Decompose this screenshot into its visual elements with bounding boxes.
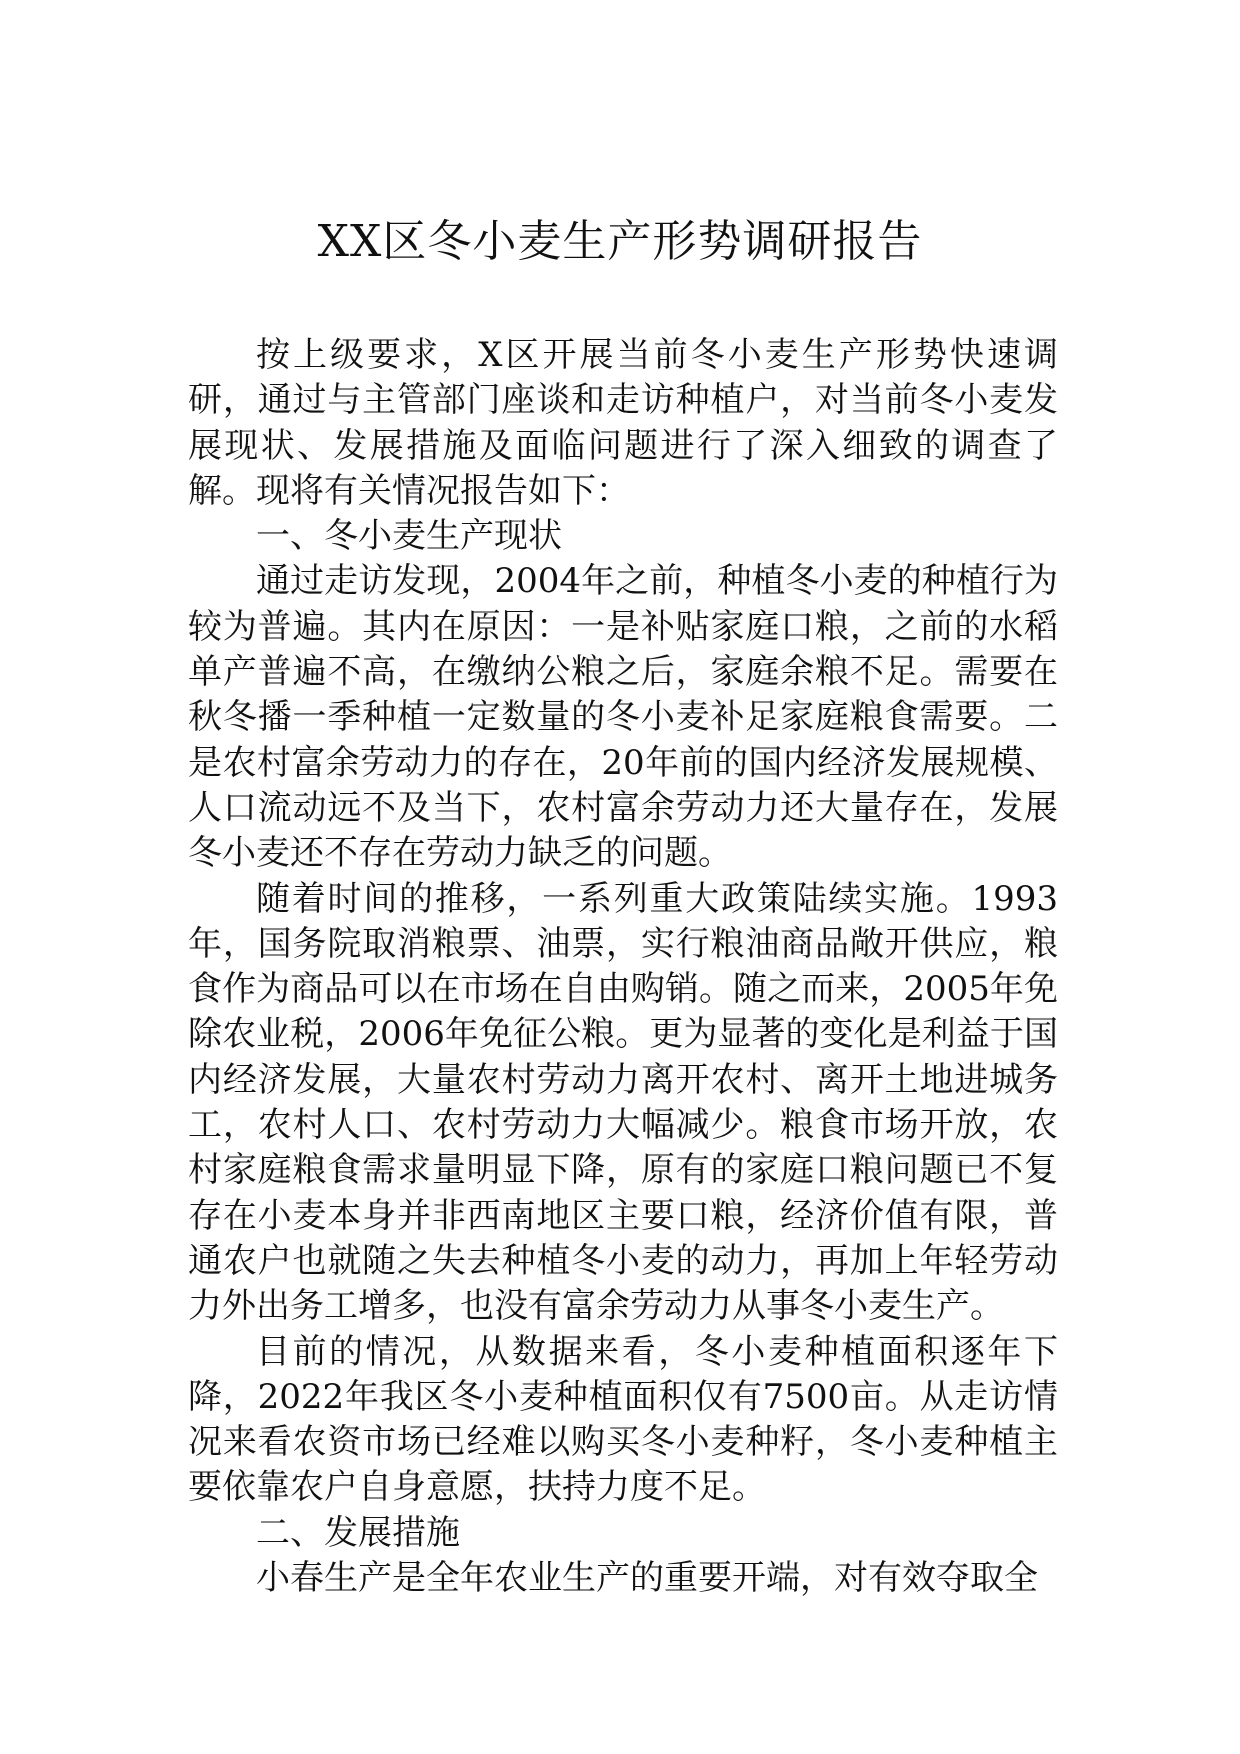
body-paragraph: 目前的情况，从数据来看，冬小麦种植面积逐年下降，2022年我区冬小麦种植面积仅有7500亩。从走访情况来看农资市场已经难以购买冬小麦种籽，冬小麦种植主要依靠农户自身意愿，扶持力度不足。 [188,1331,1058,1508]
document-body [188,333,1058,1601]
section-heading-1: 一、冬小麦生产现状 [256,516,562,557]
body-paragraph: 通过走访发现，2004年之前，种植冬小麦的种植行为较为普遍。其内在原因：一是补贴家庭口粮，之前的水稻单产普遍不高，在缴纳公粮之后，家庭余粮不足。需要在秋冬播一季种植一定数量的冬小麦补足家庭粮食需要。二是农村富余劳动力的存在，20年前的国内经济发展规模、人口流动远不及当下，农村富余劳动力还大量存在，发展冬小麦还不存在劳动力缺乏的问题。 [188,561,1058,874]
intro-paragraph: 按上级要求，X区开展当前冬小麦生产形势快速调研，通过与主管部门座谈和走访种植户，对当前冬小麦发展现状、发展措施及面临问题进行了深入细致的调查了解。现将有关情况报告如下： [188,335,1058,511]
section-heading-2: 二、发展措施 [256,1512,460,1553]
body-paragraph: 随着时间的推移，一系列重大政策陆续实施。1993年，国务院取消粮票、油票，实行粮油商品敞开供应，粮食作为商品可以在市场在自由购销。随之而来，2005年免除农业税，2006年免征公粮。更为显著的变化是利益于国内经济发展，大量农村劳动力离开农村、离开土地进城务工，农村人口、农村劳动力大幅减少。粮食市场开放，农村家庭粮食需求量明显下降，原有的家庭口粮问题已不复存在小麦本身并非西南地区主要口粮，经济价值有限，普通农户也就随之失去种植冬小麦的动力，再加上年轻劳动力外出务工增多，也没有富余劳动力从事冬小麦生产。 [188,878,1058,1327]
document-title: XX区冬小麦生产形势调研报告 [317,216,923,267]
body-paragraph: 小春生产是全年农业生产的重要开端，对有效夺取全 [256,1558,1038,1599]
